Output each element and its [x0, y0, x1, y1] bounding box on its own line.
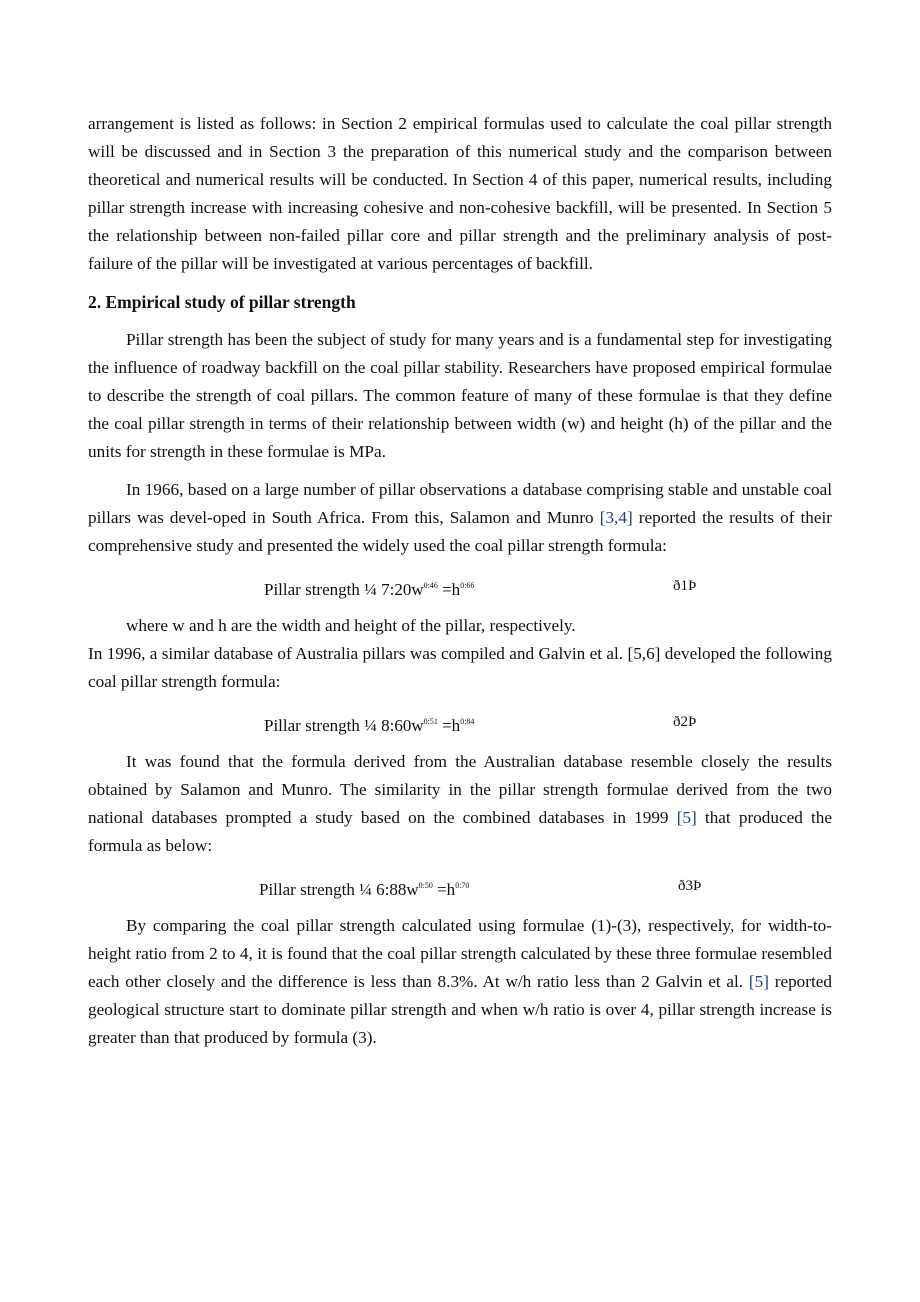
paragraph-text: reported geological structure start to dominate pillar strength and when w/h ratio is over 4, pillar strength increase is greater than that produced by formula (3).	[88, 972, 833, 1047]
intro-paragraph: arrangement is listed as follows: in Section 2 empirical formulas used to calculate the coal pillar strength will be discussed and in Section 3 the preparation of this numerical study and the comparison between theoretical and numerical results will be conducted. In Section 4 of this paper, numerical results, including pillar strength increase with increasing cohesive and non-cohesive backfill, will be presented. In Section 5 the relationship between non-failed pillar core and pillar strength and the preliminary analysis of post-failure of the pillar will be investigated at various percentages of backfill.	[88, 114, 832, 273]
formula-expression: Pillar strength ¼ $7:20w^{0:46} =h^{0:66}$	[264, 580, 475, 599]
formula-1	[88, 572, 832, 600]
paragraph-where: where w and h are the width and height of the pillar, respectively.	[126, 616, 576, 635]
formula-2	[88, 708, 832, 736]
equation-number: ð3Þ	[678, 878, 702, 894]
paragraph-text: reported the results of their comprehensive study and presented the widely used the coal pillar strength formula:	[88, 508, 832, 555]
citation-link[interactable]: [3,4]	[599, 508, 633, 527]
paragraph-galvin: In 1996, a similar database of Australia pillars was compiled and Galvin et al. [5,6] developed the following coal pillar strength formula:	[88, 644, 832, 691]
section-heading: 2. Empirical study of pillar strength	[88, 292, 356, 312]
formula-expression: Pillar strength ¼ $6:88w^{0:50} =h^{0:70}$	[259, 880, 470, 899]
paragraph-comparison	[88, 748, 832, 860]
paragraph-text: In 1966, based on a large number of pillar observations a database comprising stable and unstable coal pillars was devel-oped in South Africa. From this, Salamon and Munro	[88, 480, 832, 527]
paragraph-conclusion	[88, 912, 832, 1052]
paragraph-salamon-munro	[88, 476, 832, 560]
paragraph-text: that produced the formula as below:	[88, 808, 832, 855]
paragraph-text: By comparing the coal pillar strength calculated using formulae (1)-(3), respectively, for width-to-height ratio from 2 to 4, it is found that the coal pillar strength calculated by these three formulae resembled each other closely and the difference is less than 8.3%. At w/h ratio less than 2 Galvin et al.	[88, 916, 832, 991]
formula-expression: Pillar strength ¼ $8:60w^{0:51} =h^{0:84}$	[264, 716, 475, 735]
page-body	[88, 110, 832, 1052]
citation-link[interactable]: [5]	[676, 808, 697, 827]
paragraph-text: It was found that the formula derived from the Australian database resemble closely the results obtained by Salamon and Munro. The similarity in the pillar strength formulae derived from the two national databases prompted a study based on the combined databases in 1999	[88, 752, 832, 827]
paragraph-pillar-strength: Pillar strength has been the subject of study for many years and is a fundamental step for investigating the influence of roadway backfill on the coal pillar stability. Researchers have proposed empirical formulae to describe the strength of coal pillars. The common feature of many of these formulae is that they define the coal pillar strength in terms of their relationship between width (w) and height (h) of the pillar and the units for strength in these formulae is MPa.	[88, 330, 832, 461]
citation-link[interactable]: [5]	[748, 972, 769, 991]
equation-number: ð2Þ	[673, 714, 697, 730]
equation-number: ð1Þ	[673, 578, 697, 594]
formula-3	[88, 872, 832, 900]
